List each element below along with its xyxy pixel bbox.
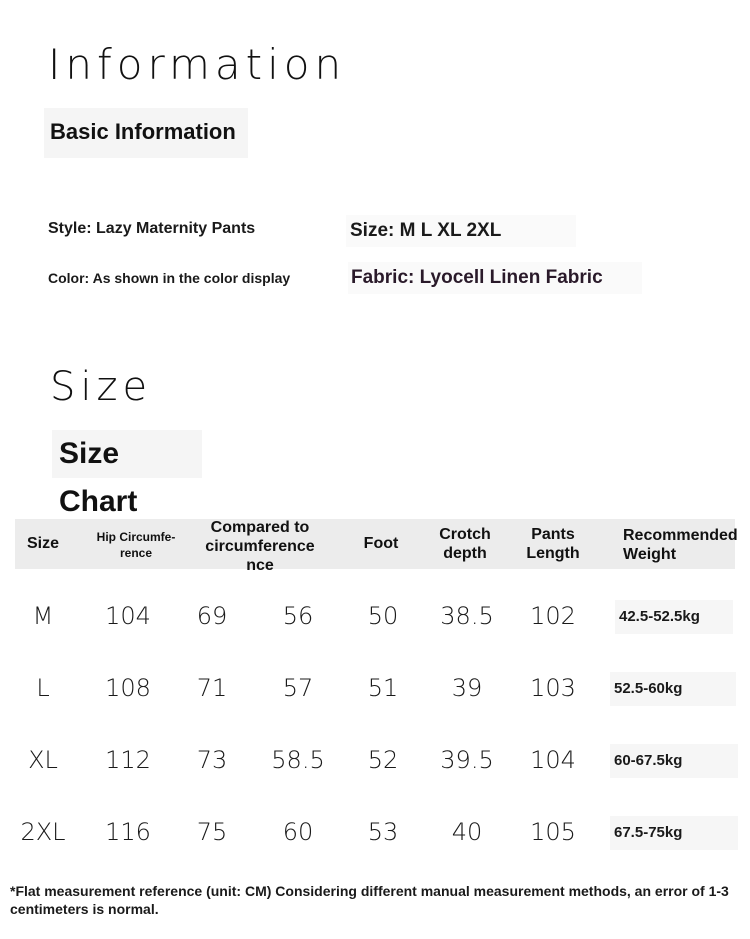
cell-size: M <box>32 602 54 630</box>
header-foot: Foot <box>363 535 399 552</box>
cell-compared-1: 69 <box>196 602 228 630</box>
header-crotch-line2: depth <box>443 545 487 562</box>
cell-foot: 50 <box>367 602 399 630</box>
header-compared-line2: circumference <box>205 538 315 555</box>
header-weight-line2: Weight <box>623 546 677 563</box>
cell-foot: 52 <box>367 746 399 774</box>
cell-size: L <box>36 674 50 702</box>
header-compared-line3: nce <box>246 557 274 574</box>
cell-crotch: 40 <box>451 818 483 846</box>
size-heading: Size <box>50 364 153 410</box>
header-weight <box>623 526 743 564</box>
cell-hip: 112 <box>105 746 151 774</box>
cell-foot: 51 <box>367 674 399 702</box>
information-heading: Information <box>48 40 347 89</box>
cell-crotch: 38.5 <box>440 602 494 630</box>
header-crotch <box>432 525 498 563</box>
header-compared <box>202 518 318 575</box>
cell-foot: 53 <box>367 818 399 846</box>
cell-compared-2: 57 <box>282 674 314 702</box>
cell-weight: 67.5-75kg <box>610 816 738 850</box>
cell-length: 102 <box>530 602 576 630</box>
cell-size: XL <box>28 746 58 774</box>
cell-compared-1: 71 <box>196 674 228 702</box>
cell-length: 105 <box>530 818 576 846</box>
style-text: Style: Lazy Maternity Pants <box>48 220 256 237</box>
cell-weight: 52.5-60kg <box>610 672 736 706</box>
cell-size: 2XL <box>20 818 66 846</box>
cell-compared-2: 60 <box>282 818 314 846</box>
header-hip-line2: rence <box>119 546 153 560</box>
cell-hip: 116 <box>105 818 151 846</box>
cell-hip: 108 <box>105 674 151 702</box>
cell-hip: 104 <box>105 602 151 630</box>
header-length-line2: Length <box>526 545 580 562</box>
cell-weight: 42.5-52.5kg <box>615 600 733 634</box>
fabric-text: Fabric: Lyocell Linen Fabric <box>348 262 642 294</box>
header-hip <box>88 529 184 561</box>
header-size: Size <box>26 535 59 552</box>
header-hip-line1: Hip Circumfe- <box>96 530 176 544</box>
cell-compared-1: 73 <box>196 746 228 774</box>
cell-crotch: 39.5 <box>440 746 494 774</box>
header-length-line1: Pants <box>531 526 575 543</box>
size-text: Size: M L XL 2XL <box>346 215 576 247</box>
header-compared-line1: Compared to <box>210 519 310 536</box>
measurement-note: *Flat measurement reference (unit: CM) Considering different manual measurement methods, an error of 1-3 centimeters is normal. <box>10 883 729 917</box>
header-crotch-line1: Crotch <box>439 526 491 543</box>
cell-compared-2: 56 <box>282 602 314 630</box>
cell-length: 103 <box>530 674 576 702</box>
cell-length: 104 <box>530 746 576 774</box>
size-chart-heading: Size Chart <box>52 430 202 478</box>
cell-compared-2: 58.5 <box>271 746 325 774</box>
cell-compared-1: 75 <box>196 818 228 846</box>
header-length <box>520 525 586 563</box>
cell-crotch: 39 <box>451 674 483 702</box>
color-text: Color: As shown in the color display <box>48 270 291 286</box>
cell-weight: 60-67.5kg <box>610 744 738 778</box>
header-weight-line1: Recommended <box>623 527 738 544</box>
basic-information-heading: Basic Information <box>44 108 248 158</box>
